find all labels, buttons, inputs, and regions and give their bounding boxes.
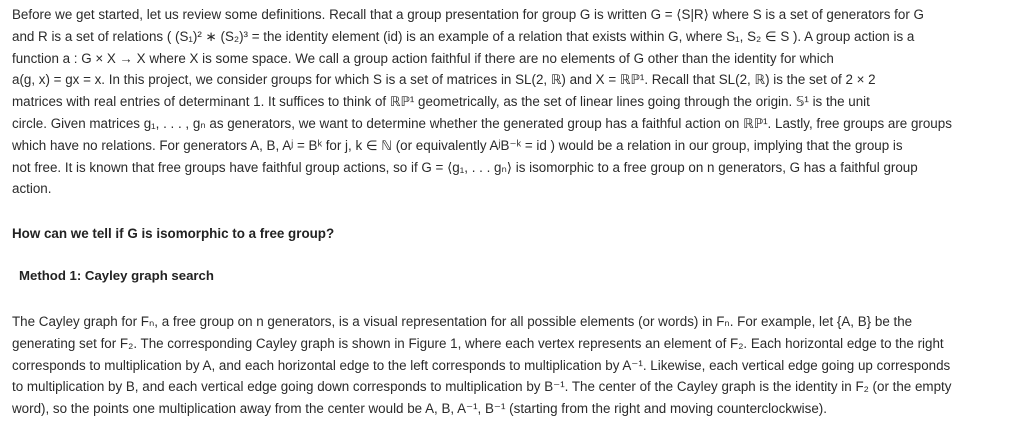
definitions-line-5: matrices with real entries of determinant 1. It suffices to think of ℝℙ¹ geometrically, as the set of linear lines going through the origin. 𝕊¹ is the unit <box>12 94 870 110</box>
cayley-paragraph <box>12 311 1010 420</box>
definitions-line-9: action. <box>12 181 52 197</box>
method-heading: Method 1: Cayley graph search <box>19 268 214 283</box>
definitions-line-7: which have no relations. For generators A, B, Aʲ = Bᵏ for j, k ∈ ℕ (or equivalently AʲB⁻ᵏ = id ) would be a relation in our group, implying that the group is <box>12 137 903 153</box>
definitions-line-3: function a : G × X → X where X is some space. We call a group action faithful if there are no elements of G other than the identity for which <box>12 50 834 66</box>
cayley-line-4: to multiplication by B, and each vertical edge going down corresponds to multiplication by B⁻¹. The center of the Cayley graph is the identity in F₂ (or the empty <box>12 379 952 395</box>
definitions-line-4: a(g, x) = gx = x. In this project, we consider groups for which S is a set of matrices in SL(2, ℝ) and X = ℝℙ¹. Recall that SL(2, ℝ) is the set of 2 × 2 <box>12 72 876 88</box>
cayley-line-2: generating set for F₂. The corresponding Cayley graph is shown in Figure 1, where each vertex represents an element of F₂. Each horizontal edge to the right <box>12 335 944 351</box>
definitions-line-8: not free. It is known that free groups have faithful group actions, so if G = ⟨g₁, . . . gₙ⟩ is isomorphic to a free group on n generators, G has a faithful group <box>12 159 918 175</box>
definitions-line-2: and R is a set of relations ( (S₁)² ∗ (S₂)³ = the identity element (id) is an example of a relation that exists within G, where S₁, S₂ ∈ S ). A group action is a <box>12 28 915 44</box>
cayley-line-1: The Cayley graph for Fₙ, a free group on n generators, is a visual representation for all possible elements (or words) in Fₙ. For example, let {A, B} be the <box>12 314 913 329</box>
question-heading: How can we tell if G is isomorphic to a free group? <box>12 226 335 241</box>
definitions-line-6: circle. Given matrices g₁, . . . , gₙ as generators, we want to determine whether the generated group has a faithful action on ℝℙ¹. Lastly, free groups are groups <box>12 115 952 131</box>
cayley-line-5: word), so the points one multiplication away from the center would be A, B, A⁻¹, B⁻¹ (starting from the right and moving counterclockwise). <box>12 401 827 417</box>
cayley-line-3: corresponds to multiplication by A, and each horizontal edge to the left corresponds to multiplication by A⁻¹. Likewise, each vertical edge going up corresponds <box>12 357 951 373</box>
definitions-line-1: Before we get started, let us review some definitions. Recall that a group presentation for group G is written G = ⟨S|R⟩ where S is a set of generators for G <box>12 7 924 22</box>
definitions-paragraph <box>12 4 1010 200</box>
